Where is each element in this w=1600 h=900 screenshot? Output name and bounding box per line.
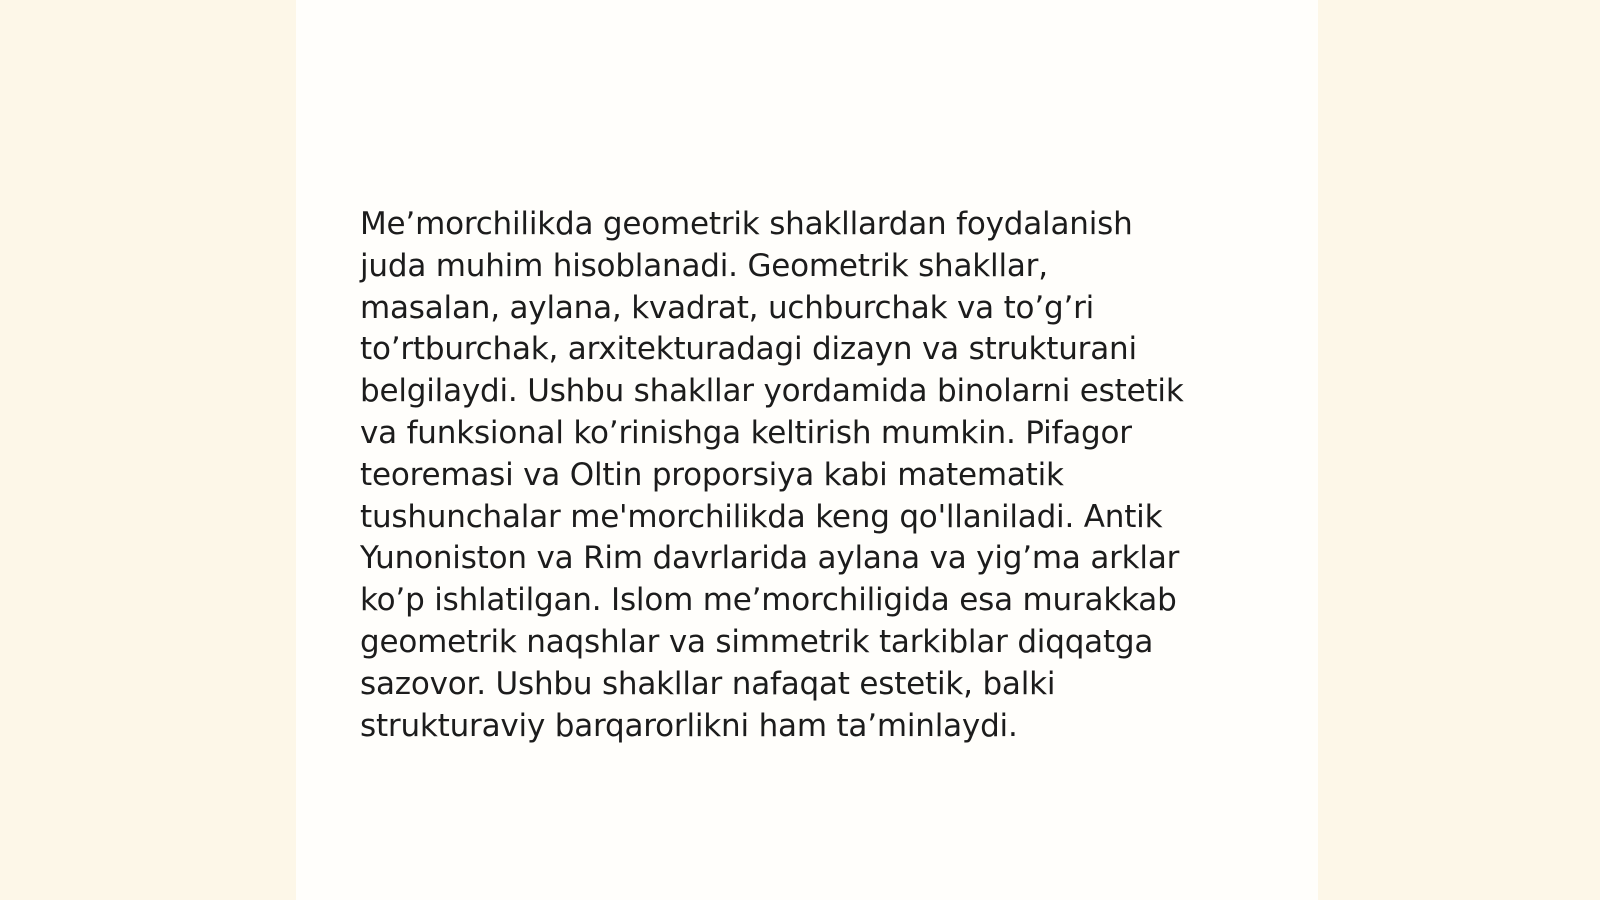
paragraph-line-10: ko’p ishlatilgan. Islom me’morchiligida esa murakkab [360,582,1177,619]
paragraph-line-5: belgilaydi. Ushbu shakllar yordamida binolarni estetik [360,373,1184,410]
paragraph-line-8: tushunchalar me'morchilikda keng qo'llaniladi. Antik [360,498,1163,535]
paragraph-line-1: Me’morchilikda geometrik shakllardan foydalanish [360,206,1133,242]
left-margin-panel [0,0,296,900]
document-slide [296,0,1318,900]
paragraph-line-13: strukturaviy barqarorlikni ham ta’minlaydi. [360,707,1018,744]
paragraph-line-6: va funksional ko’rinishga keltirish mumkin. Pifagor [360,414,1132,451]
paragraph-line-7: teoremasi va Oltin proporsiya kabi matematik [360,456,1064,493]
right-margin-panel [1318,0,1600,900]
paragraph-line-12: sazovor. Ushbu shakllar nafaqat estetik, balki [360,665,1056,702]
paragraph-line-3: masalan, aylana, kvadrat, uchburchak va to’g’ri [360,289,1095,326]
paragraph-line-2: juda muhim hisoblanadi. Geometrik shakllar, [360,247,1048,284]
body-paragraph [360,204,1260,747]
paragraph-line-9: Yunoniston va Rim davrlarida aylana va yig’ma arklar [360,540,1180,577]
paragraph-line-4: to’rtburchak, arxitekturadagi dizayn va strukturani [360,331,1137,368]
paragraph-line-11: geometrik naqshlar va simmetrik tarkiblar diqqatga [360,623,1154,660]
